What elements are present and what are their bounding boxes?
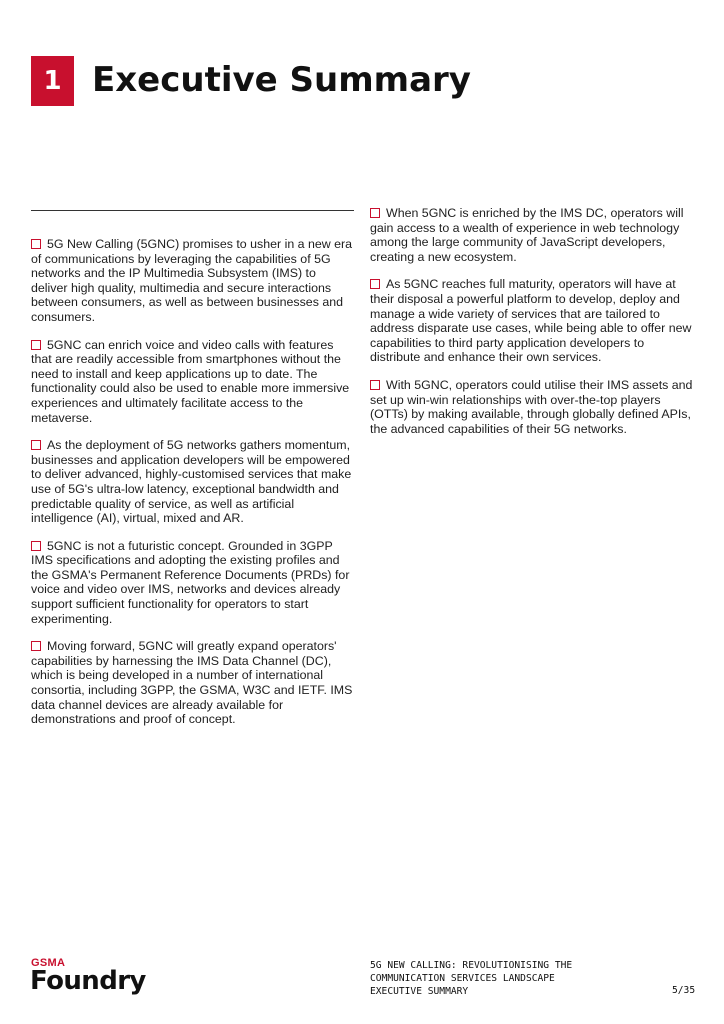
- square-bullet-icon: [31, 641, 41, 651]
- left-column: [31, 237, 353, 740]
- paragraph-text: 5GNC is not a futuristic concept. Grounded in 3GPP IMS specifications and adopting the existing profiles and the GSMA's Permanent Reference Documents (PRDs) for voice and video over IMS, networks and devices already support sufficient functionality for operators to start experimenting.: [31, 538, 350, 626]
- chapter-number-badge: 1: [31, 56, 74, 106]
- paragraph-text: With 5GNC, operators could utilise their IMS assets and set up win-win relationships with over-the-top players (OTTs) by making available, through globally defined APIs, the advanced capabilities of their 5G networks.: [370, 377, 693, 436]
- square-bullet-icon: [31, 239, 41, 249]
- square-bullet-icon: [370, 279, 380, 289]
- square-bullet-icon: [31, 340, 41, 350]
- paragraph: [31, 338, 353, 426]
- footer-line: 5G NEW CALLING: REVOLUTIONISING THE: [370, 960, 573, 971]
- gsma-logo-text: GSMA: [31, 957, 66, 969]
- paragraph: [31, 237, 353, 325]
- square-bullet-icon: [370, 208, 380, 218]
- foundry-logo-text: Foundry: [30, 966, 146, 996]
- footer-document-title: [370, 959, 640, 998]
- right-column: [370, 206, 694, 449]
- paragraph: [370, 206, 694, 264]
- paragraph: [370, 378, 694, 436]
- paragraph: [31, 539, 353, 627]
- paragraph: [31, 639, 353, 727]
- page-number: 5/35: [672, 985, 696, 996]
- square-bullet-icon: [31, 440, 41, 450]
- square-bullet-icon: [370, 380, 380, 390]
- paragraph-text: As 5GNC reaches full maturity, operators will have at their disposal a powerful platform to develop, deploy and manage a wide variety of services that are tailored to address disparate use cases, while being able to offer new capabilities to third party application developers to distribute and enhance their own services.: [370, 277, 692, 365]
- paragraph-text: Moving forward, 5GNC will greatly expand operators' capabilities by harnessing the IMS Data Channel (DC), which is being developed in a number of international consortia, including 3GPP, the GSMA, W3C and IETF. IMS data channel devices are already available for demonstrations and proof of concept.: [31, 639, 353, 727]
- paragraph-text: 5G New Calling (5GNC) promises to usher in a new era of communications by leveraging the capabilities of 5G networks and the IP Multimedia Subsystem (IMS) to deliver high quality, multimedia and secure interactions between consumers, as well as between businesses and consumers.: [31, 237, 353, 324]
- page-title: Executive Summary: [92, 60, 471, 100]
- paragraph-text: 5GNC can enrich voice and video calls with features that are readily accessible from smartphones without the need to install and keep applications up to date. The functionality could also be used to enable more immersive experiences and ultimately facilitate access to the metaverse.: [31, 337, 350, 425]
- section-divider: [31, 210, 354, 211]
- paragraph: [31, 438, 353, 526]
- footer-section-name: EXECUTIVE SUMMARY: [370, 986, 469, 997]
- paragraph: [370, 277, 694, 365]
- paragraph-text: As the deployment of 5G networks gathers momentum, businesses and application developers will be empowered to deliver advanced, highly-customised services that make use of 5G's ultra-low latency, exceptional bandwidth and predictable quality of service, as well as artificial intelligence (AI), virtual, mixed and AR.: [31, 438, 352, 526]
- paragraph-text: When 5GNC is enriched by the IMS DC, operators will gain access to a wealth of experience in web technology among the large community of JavaScript developers, creating a new ecosystem.: [370, 206, 684, 264]
- footer-line: COMMUNICATION SERVICES LANDSCAPE: [370, 973, 555, 984]
- square-bullet-icon: [31, 541, 41, 551]
